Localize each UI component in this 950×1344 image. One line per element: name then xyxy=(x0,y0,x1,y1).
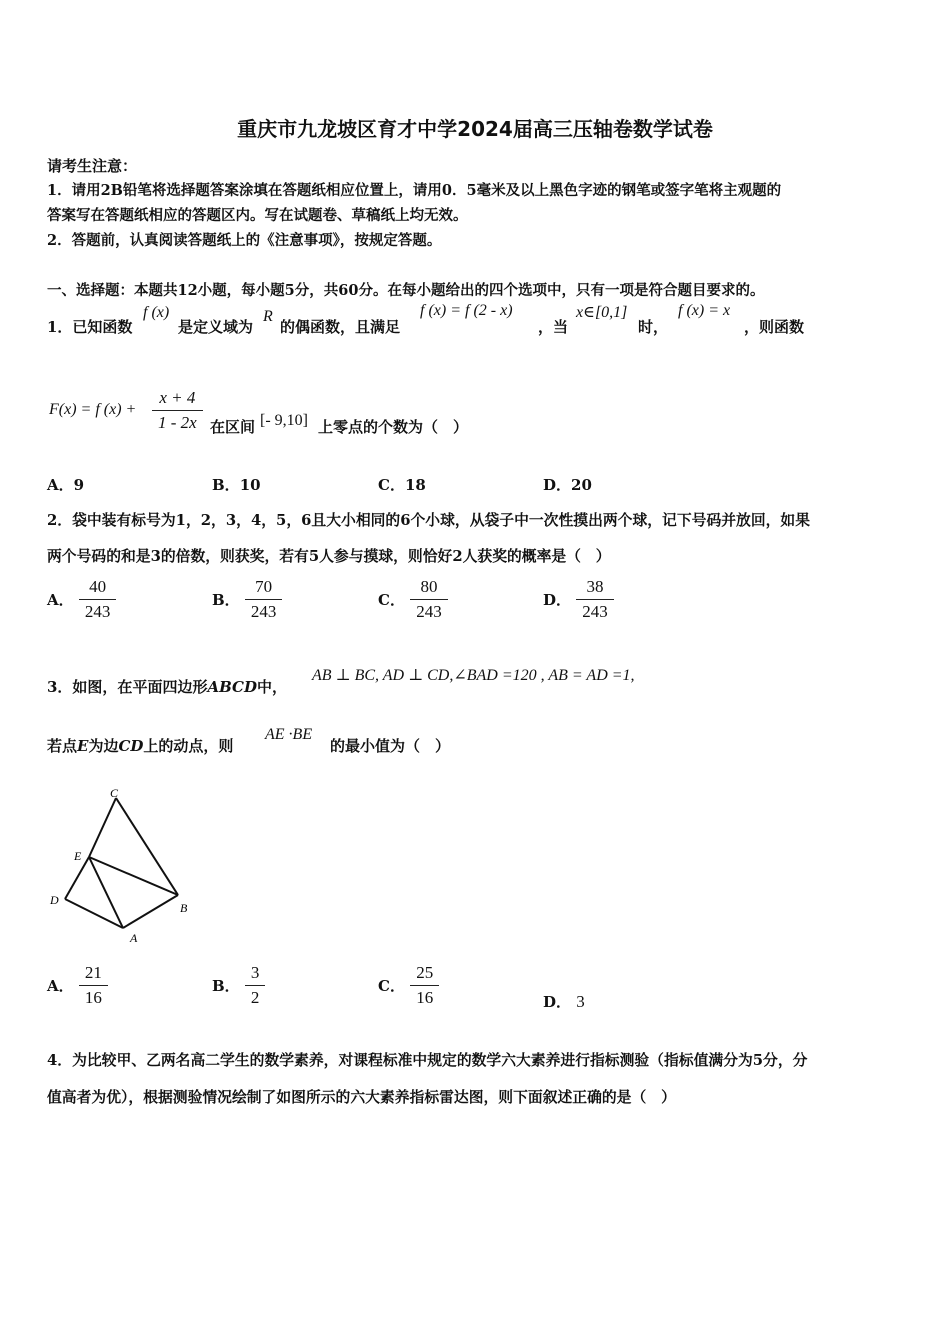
q1-fraction-denominator: 1 - 2x xyxy=(158,413,197,432)
q2-option-b-fraction xyxy=(245,577,283,622)
q3-option-a-den: 16 xyxy=(84,988,102,1007)
q2-option-c-num: 80 xyxy=(410,577,448,600)
q1-option-c-value: 18 xyxy=(404,476,426,494)
q2-option-a-fraction xyxy=(79,577,117,622)
q2-option-c-fraction xyxy=(410,577,448,622)
q1-math-Fx: F(x) = f (x) + xyxy=(49,401,137,418)
notice-line-2: 2．答题前，认真阅读答题纸上的《注意事项》，按规定答题。 xyxy=(47,232,442,249)
q2-option-a[interactable] xyxy=(47,577,116,622)
notice-heading: 请考生注意： xyxy=(47,157,138,175)
q3-option-c[interactable] xyxy=(378,963,439,1008)
q1-text-8: 上零点的个数为（ ） xyxy=(318,418,469,436)
q1-option-c[interactable] xyxy=(378,474,426,495)
q3-option-c-fraction xyxy=(410,963,439,1008)
q3-math-dot-product: AE ·BE xyxy=(265,726,313,743)
q1-text-7: 在区间 xyxy=(210,418,256,436)
q2-option-b[interactable] xyxy=(212,577,282,622)
vertex-b-label: B xyxy=(180,901,188,915)
q1-option-a[interactable] xyxy=(47,474,84,495)
q2-option-b-num: 70 xyxy=(245,577,283,600)
q2-option-a-num: 40 xyxy=(79,577,117,600)
q2-option-c[interactable] xyxy=(378,577,448,622)
q3-text-3: 的最小值为（ ） xyxy=(330,737,451,755)
quadrilateral-figure xyxy=(40,780,210,950)
vertex-d-label: D xyxy=(50,893,59,907)
q3-option-a-fraction xyxy=(79,963,108,1008)
q3-option-a[interactable] xyxy=(47,963,108,1008)
q1-option-a-value: 9 xyxy=(73,476,85,494)
segment-eb xyxy=(89,857,178,895)
q3-option-b-fraction xyxy=(245,963,266,1008)
q1-math-fx-eq-x: f (x) = x xyxy=(678,302,731,319)
q3-math-conditions: AB ⊥ BC, AD ⊥ CD,∠BAD =120 , AB = AD =1, xyxy=(312,667,635,684)
vertex-c-label: C xyxy=(110,786,119,800)
q1-option-b-value: 10 xyxy=(239,476,261,494)
q3-option-d-value: 3 xyxy=(576,992,585,1011)
q1-text-6: ，则函数 xyxy=(744,318,805,336)
segment-ea xyxy=(89,857,123,928)
q2-option-b-label: B． xyxy=(212,591,240,609)
edge-da xyxy=(65,899,123,928)
q1-option-d-label: D． xyxy=(543,476,572,494)
q1-text-1: 1．已知函数 xyxy=(47,318,133,336)
q3-label-abcd: ABCD xyxy=(207,678,257,696)
edge-ab xyxy=(123,895,178,928)
q3-option-b[interactable] xyxy=(212,963,265,1008)
q1-option-b-label: B． xyxy=(212,476,240,494)
q3-option-d[interactable] xyxy=(543,991,585,1012)
q2-option-d-label: D． xyxy=(543,591,572,609)
q3-text-2e: 上的动点，则 xyxy=(143,737,234,755)
q2-option-c-den: 243 xyxy=(416,602,442,621)
q4-line-2: 值高者为优），根据测验情况绘制了如图所示的六大素养指标雷达图，则下面叙述正确的是（ ） xyxy=(47,1089,676,1106)
q1-math-interval: x∈[0,1] xyxy=(576,304,628,321)
q2-option-d-fraction xyxy=(576,577,614,622)
q3-option-c-label: C． xyxy=(378,977,405,995)
q1-option-b[interactable] xyxy=(212,474,261,495)
q3-option-b-num: 3 xyxy=(245,963,266,986)
q1-text-4: ，当 xyxy=(538,318,569,336)
q1-math-R: R xyxy=(263,308,273,325)
q3-option-c-den: 16 xyxy=(416,988,434,1007)
q2-line-1: 2．袋中装有标号为1，2，3，4，5，6且大小相同的6个小球，从袋子中一次性摸出两个球，记下号码并放回，如果 xyxy=(47,512,811,529)
edge-cb xyxy=(116,798,178,895)
q3-option-c-num: 25 xyxy=(410,963,439,986)
vertex-a-label: A xyxy=(130,931,138,945)
q1-math-range: [- 9,10] xyxy=(260,412,308,429)
q3-option-d-label: D． xyxy=(543,993,572,1011)
q1-option-d[interactable] xyxy=(543,474,592,495)
q1-math-symmetry: f (x) = f (2 - x) xyxy=(420,302,513,319)
q2-option-d-den: 243 xyxy=(582,602,608,621)
q1-text-5: 时， xyxy=(638,318,669,336)
q3-option-a-num: 21 xyxy=(79,963,108,986)
q2-option-a-den: 243 xyxy=(84,602,111,621)
q3-text-2: 若点 xyxy=(47,737,78,755)
q2-option-d[interactable] xyxy=(543,577,614,622)
vertex-e-label: E xyxy=(74,849,82,863)
q2-option-c-label: C． xyxy=(378,591,405,609)
q1-text-3: 的偶函数，且满足 xyxy=(280,318,401,336)
edge-ed xyxy=(65,857,89,899)
q3-text-2c: 为边 xyxy=(88,737,119,755)
q1-math-fx: f (x) xyxy=(143,304,170,321)
q1-fraction-numerator: x + 4 xyxy=(152,388,203,411)
q2-option-a-label: A． xyxy=(47,591,74,609)
q3-option-b-label: B． xyxy=(212,977,240,995)
q3-line-2 xyxy=(47,735,233,756)
q3-option-b-den: 2 xyxy=(250,988,260,1007)
q2-option-b-den: 243 xyxy=(250,602,277,621)
q2-line-2: 两个号码的和是3的倍数，则获奖，若有5人参与摸球，则恰好2人获奖的概率是（ ） xyxy=(47,548,611,565)
q3-text-1: 3．如图，在平面四边形 xyxy=(47,678,208,696)
q1-text-2: 是定义域为 xyxy=(178,318,254,336)
q3-line-1 xyxy=(47,676,287,697)
notice-line-1b: 答案写在答题纸相应的答题区内。写在试题卷、草稿纸上均无效。 xyxy=(47,207,468,224)
page-title: 重庆市九龙坡区育才中学2024届高三压轴卷数学试卷 xyxy=(237,117,713,141)
q3-label-e: E xyxy=(77,737,89,755)
q3-text-1c: 中， xyxy=(257,678,288,696)
q4-line-1: 4．为比较甲、乙两名高二学生的数学素养，对课程标准中规定的数学六大素养进行指标测验（指标值满分为5分，分 xyxy=(47,1052,808,1069)
q1-fraction xyxy=(152,388,203,433)
q3-label-cd: CD xyxy=(118,737,144,755)
edge-ce xyxy=(89,798,116,857)
q1-option-d-value: 20 xyxy=(571,476,592,494)
section-heading: 一、选择题：本题共12小题，每小题5分，共60分。在每小题给出的四个选项中，只有一项是符合题目要求的。 xyxy=(47,282,765,299)
notice-line-1a: 1．请用2B铅笔将选择题答案涂填在答题纸相应位置上，请用0．5毫米及以上黑色字迹的钢笔或签字笔将主观题的 xyxy=(47,182,782,199)
q1-option-c-label: C． xyxy=(378,476,405,494)
q1-option-a-label: A． xyxy=(47,476,74,494)
q2-option-d-num: 38 xyxy=(576,577,614,600)
q3-option-a-label: A． xyxy=(47,977,74,995)
